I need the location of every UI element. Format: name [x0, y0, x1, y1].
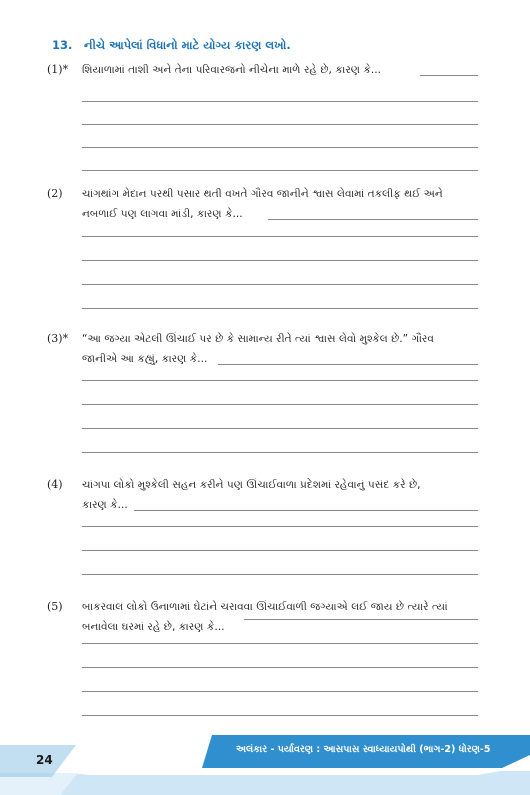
- answer-line[interactable]: [82, 260, 478, 261]
- answer-line[interactable]: [82, 236, 478, 237]
- inline-answer-line[interactable]: [420, 75, 478, 76]
- question-text-line: બાકરવાલ લોકો ઉનાળામાં ઘેટાંને ચરાવવા ઊંચાઈવાળી જગ્યાએ લઈ જાય છે ત્યારે ત્યાં: [82, 601, 448, 613]
- question-text-line: ચાંગપા લોકો મુશ્કેલી સહન કરીને પણ ઊંચાઈવાળા પ્રદેશમાં રહેવાનું પસંદ કરે છે,: [82, 479, 421, 491]
- question-number: (2): [47, 187, 63, 200]
- question-text: [82, 597, 478, 637]
- question-number: (1)*: [47, 63, 69, 76]
- page-number: 24: [36, 753, 53, 767]
- answer-line[interactable]: [82, 170, 478, 171]
- answer-line[interactable]: [82, 404, 478, 405]
- answer-line[interactable]: [82, 380, 478, 381]
- question-text-line: બનાવેલા ઘરમાં રહે છે, કારણ કે...: [82, 621, 225, 633]
- question-text-line: જાનીએ આ કહ્યું, કારણ કે...: [82, 353, 208, 365]
- section-heading: [52, 38, 492, 53]
- question-text-line: કારણ કે...: [82, 499, 128, 511]
- section-number: 13.: [52, 38, 73, 52]
- question-text: [82, 475, 478, 515]
- answer-line[interactable]: [82, 691, 478, 692]
- answer-line[interactable]: [82, 715, 478, 716]
- question-text-line: ચાંગથાંગ મેદાન પરથી પસાર થતી વખતે ગૌરવ જાનીને શ્વાસ લેવામાં તકલીફ થઈ અને: [82, 188, 443, 200]
- question-text-line: નબળાઈ પણ લાગવા માંડી, કારણ કે...: [82, 208, 243, 220]
- question-number: (3)*: [47, 332, 69, 345]
- page-footer: [0, 735, 530, 795]
- answer-line[interactable]: [82, 574, 478, 575]
- answer-line[interactable]: [82, 452, 478, 453]
- answer-line[interactable]: [82, 147, 478, 148]
- answer-line[interactable]: [82, 124, 478, 125]
- question-text-line: શિયાળામાં તાશી અને તેના પરિવારજનો નીચેના માળે રહે છે, કારણ કે...: [82, 64, 381, 76]
- question-text-line: “આ જગ્યા એટલી ઊંચાઈ પર છે કે સામાન્ય રીતે ત્યાં શ્વાસ લેવો મુશ્કેલ છે.” ગૌરવ: [82, 333, 435, 345]
- answer-line[interactable]: [82, 101, 478, 102]
- question-text: [82, 184, 478, 224]
- answer-line[interactable]: [82, 284, 478, 285]
- answer-line[interactable]: [82, 643, 478, 644]
- question-number: (4): [47, 478, 63, 491]
- inline-answer-line[interactable]: [268, 219, 478, 220]
- answer-line[interactable]: [82, 550, 478, 551]
- answer-line[interactable]: [82, 526, 478, 527]
- question-text: [82, 329, 478, 369]
- question-number: (5): [47, 600, 63, 613]
- inline-answer-line[interactable]: [244, 619, 478, 620]
- question-text: [82, 60, 478, 80]
- answer-line[interactable]: [82, 308, 478, 309]
- inline-answer-line[interactable]: [134, 510, 478, 511]
- section-title: નીચે આપેલાં વિધાનો માટે યોગ્ય કારણ લખો.: [84, 38, 291, 52]
- answer-line[interactable]: [82, 667, 478, 668]
- answer-line[interactable]: [82, 428, 478, 429]
- footer-title: અલંકાર - પર્યાવરણ : આસપાસ સ્વાધ્યાયપોથી (ભાગ-2) ધોરણ-5: [236, 744, 491, 755]
- inline-answer-line[interactable]: [218, 364, 478, 365]
